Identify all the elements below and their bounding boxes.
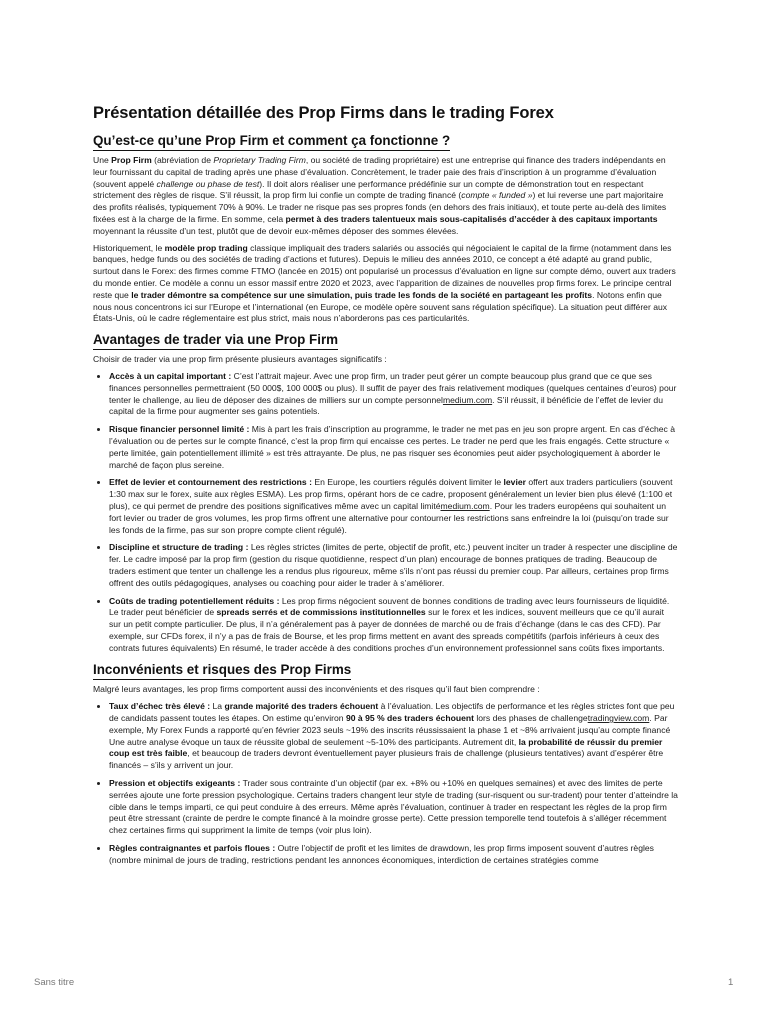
list-item: • Risque financier personnel limité : Mis à part les frais d’inscription au programme, le trader ne met pas en jeu son propre argent. En cas d’échec à l’évaluation ou de pertes sur le compte financé, c’est la prop firm qui encaisse ces pertes. Le trader ne perd que les frais engagés. Cette structure « perte limitée, gain potentiellement illimité » est très attrayante. De plus, ne pas risquer ses économies peut aider psychologiquement à aborder le marché de façon plus sereine. <box>109 424 678 471</box>
list-item: • Règles contraignantes et parfois floues : Outre l’objectif de profit et les limites de drawdown, les prop firms imposent souvent d’autres règles (nombre minimal de jours de trading, restrictions pendant les annonces économiques, interdiction de certaines stratégies comme <box>109 843 678 867</box>
footer-page-number: 1 <box>728 977 734 988</box>
list-item: • Coûts de trading potentiellement réduits : Les prop firms négocient souvent de bonnes conditions de trading avec leurs fournisseurs de liquidité. Le trader peut bénéficier de spreads serrés et de commissions institutionnelles sur le forex et les indices, souvent meilleurs que ce qu’il aurait sur un petit compte particulier. De plus, il n’a généralement pas à payer de données de marché ou de frais d’échange (dans le cas des CFD). Par exemple, sur CFDs forex, il n’y a pas de frais de Bourse, et les prop firms mettent en avant des spreads compétitifs (parfois inférieurs à ceux des contrats futures équivalents) En résumé, le trader accède à des conditions proches d’un environnement professionnel sans coûts fixes importants. <box>109 596 678 655</box>
document-page <box>93 101 678 873</box>
section-3-intro: Malgré leurs avantages, les prop firms comportent aussi des inconvénients et des risques qu’il faut bien comprendre : <box>93 684 540 695</box>
section-3-heading-wrap <box>93 660 678 680</box>
list-item: • Effet de levier et contournement des restrictions : En Europe, les courtiers régulés doivent limiter le levier offert aux traders particuliers (souvent 1:30 max sur le forex, suite aux règles ESMA). Les prop firms, opérant hors de ce cadre, proposent généralement un levier bien plus élevé (1:100 et plus), ce qui permet de prendre des positions significatives même avec un capital limitémedium.com. Pour les traders européens qui souhaitent un fort levier ou trader de gros volumes, les prop firms offrent une alternative pour contourner les restrictions sans enfreindre la loi (puisqu’on trade sur les fonds de la firme, pas sur son propre compte client régulé). <box>109 477 678 536</box>
section-2-heading-wrap <box>93 330 678 350</box>
list-item: • Discipline et structure de trading : Les règles strictes (limites de perte, objectif de profit, etc.) peuvent inciter un trader à respecter une discipline de fer. Le cadre imposé par la prop firm (gestion du risque quotidienne, respect d’un plan) encourage de bonnes pratiques de trading. Beaucoup de traders estiment que tenter un challenge les a rendus plus rigoureux, même s’ils n’ont pas réussi du premier coup. Par ailleurs, certaines prop firms offrent des outils pédagogiques, analyses ou coaching pour aider le trader à s’améliorer. <box>109 542 678 589</box>
list-item: • Pression et objectifs exigeants : Trader sous contrainte d’un objectif (par ex. +8% ou +10% en quelques semaines) et avec des limites de perte serrées ajoute une forte pression psychologique. Certains traders changent leur style de trading (sur-risquent ou sur-tradent) pour tenter d’atteindre la cible dans le temps imparti, ce qui peut conduire à des erreurs. Même après l’évaluation, continuer à trader en respectant les règles de la prop firm peut être stressant (crainte de perdre le compte financé à la moindre grosse perte). Cette pression temporelle tend toutefois à s’alléger récemment chez certaines firms qui suppriment la limite de temps (voir plus loin). <box>109 778 678 837</box>
list-item: • Accès à un capital important : C’est l’attrait majeur. Avec une prop firm, un trader peut gérer un compte beaucoup plus grand que ce que ses finances personnelles permettraient (50 000$, 100 000$ ou plus). Il suffit de payer des frais relativement modiques (quelques centaines d’euros) pour tenter le challenge, au lieu de déposer des dizaines de milliers sur un compte personnelmedium.com. S’il réussit, il bénéficie de l’effet de levier du capital de la firme pour augmenter ses gains potentiels. <box>109 371 678 418</box>
source-link[interactable]: medium.com <box>442 394 493 405</box>
list-item: • Taux d’échec très élevé : La grande majorité des traders échouent à l’évaluation. Les objectifs de performance et les règles strictes font que peu de candidats passent toutes les étapes. On estime qu’environ 90 à 95 % des traders échouent lors des phases de challengetradingview.com. Par exemple, My Forex Funds a rapporté qu’en février 2023 seuls ~19% des inscrits réussissaient la phase 1 et ~8% arrivaient jusqu’au compte financé Une autre analyse évoque un taux de réussite global de seulement ~5-10% des participants. Autrement dit, la probabilité de réussir du premier coup est très faible, et beaucoup de traders devront éventuellement payer plusieurs frais de challenge (plusieurs tentatives) avant d’espérer être financés – s’ils y arrivent un jour. <box>109 701 678 772</box>
section-1-paragraph-2: Historiquement, le modèle prop trading classique impliquait des traders salariés ou associés qui négociaient le capital de la firme (notamment dans les banques, hedge funds ou des sociétés de trading d’actions et futures). Depuis le milieu des années 2010, ce concept a été adapté au grand public, surtout dans le Forex: des firmes comme FTMO (lancée en 2015) ont popularisé un processus d’évaluation en ligne sur compte démo, ouvert aux traders du monde entier. Ce modèle a connu un essor massif entre 2020 et 2023, avec l’apparition de dizaines de nouvelles prop firms forex. Le principe central reste que le trader démontre sa compétence sur une simulation, puis trade les fonds de la société en partageant les profits. Notons enfin que nous nous concentrons ici sur l’Europe et l’international (en Europe, ce modèle opère souvent sans régulation spécifique). La situation peut différer aux États-Unis, où le cadre réglementaire est plus strict, mais nous n’aborderons pas ces particularités. <box>93 242 676 324</box>
document-title: Présentation détaillée des Prop Firms dans le trading Forex <box>93 104 554 122</box>
section-1-heading: Qu’est-ce qu’une Prop Firm et comment ça fonctionne ? <box>93 131 450 151</box>
source-link[interactable]: medium.com <box>440 500 490 511</box>
drawbacks-list <box>93 701 678 866</box>
section-2-heading: Avantages de trader via une Prop Firm <box>93 330 338 350</box>
source-link[interactable]: tradingview.com <box>587 713 650 724</box>
footer-document-name: Sans titre <box>34 977 75 988</box>
section-2-intro: Choisir de trader via une prop firm présente plusieurs avantages significatifs : <box>93 354 387 365</box>
section-1-paragraph-1: Une Prop Firm (abréviation de Proprietary Trading Firm, ou société de trading propriétaire) est une entreprise qui finance des traders indépendants en leur fournissant du capital de trading après une phase d’évaluation. Concrètement, le trader paie des frais d’inscription à un programme d’évaluation (souvent appelé challenge ou phase de test). Il doit alors réaliser une performance prédéfinie sur un compte de démonstration tout en respectant strictement des règles de risque. S’il réussit, la prop firm lui confie un compte de trading financé (compte « funded ») et lui reverse une part majoritaire des profits réalisés, typiquement 70% à 90%. Le trader ne risque pas ses propres fonds (en dehors des frais initiaux), et toute perte au-delà des limites fixées est à la charge de la firme. En somme, cela permet à des traders talentueux mais sous-capitalisés d’accéder à des capitaux importants moyennant la réussite d’un test, plutôt que de devoir eux-mêmes déposer des sommes élevées. <box>93 155 667 236</box>
advantages-list <box>93 371 678 655</box>
section-1-heading-wrap <box>93 131 678 151</box>
section-3-heading: Inconvénients et risques des Prop Firms <box>93 660 351 680</box>
